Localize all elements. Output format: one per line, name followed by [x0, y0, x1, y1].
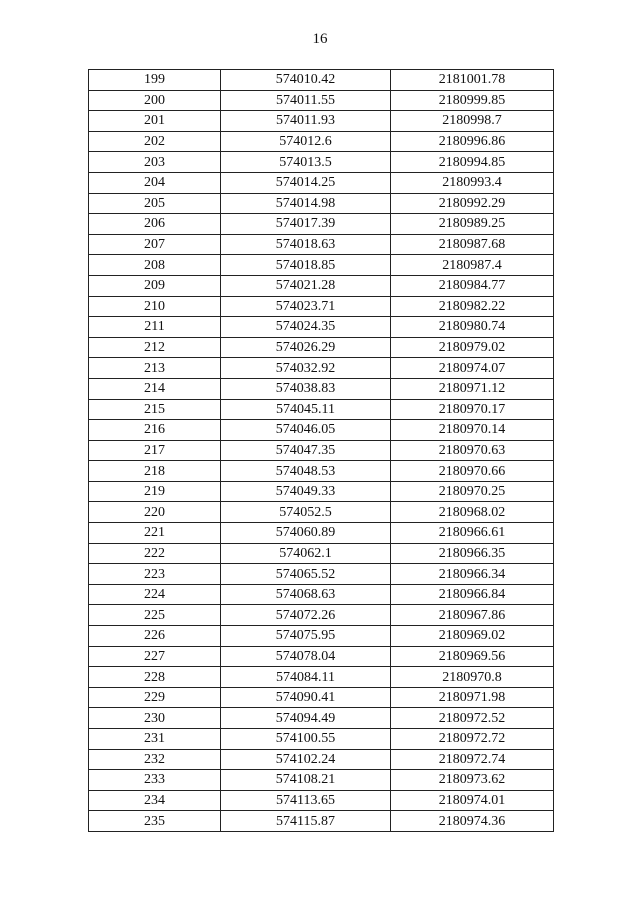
table-row	[89, 275, 554, 296]
table-row	[89, 646, 554, 667]
y-coordinate-cell: 2180968.02	[391, 502, 554, 523]
table-row	[89, 234, 554, 255]
point-number-cell: 209	[89, 275, 221, 296]
point-number-cell: 235	[89, 811, 221, 832]
table-row	[89, 152, 554, 173]
y-coordinate-cell: 2180979.02	[391, 337, 554, 358]
table-row	[89, 502, 554, 523]
point-number-cell: 223	[89, 564, 221, 585]
y-coordinate-cell: 2180996.86	[391, 131, 554, 152]
x-coordinate-cell: 574048.53	[221, 461, 391, 482]
table-row	[89, 111, 554, 132]
table-row	[89, 626, 554, 647]
x-coordinate-cell: 574113.65	[221, 790, 391, 811]
table-row	[89, 358, 554, 379]
table-row	[89, 708, 554, 729]
y-coordinate-cell: 2180971.12	[391, 378, 554, 399]
point-number-cell: 208	[89, 255, 221, 276]
x-coordinate-cell: 574062.1	[221, 543, 391, 564]
point-number-cell: 204	[89, 172, 221, 193]
y-coordinate-cell: 2180972.72	[391, 729, 554, 750]
x-coordinate-cell: 574078.04	[221, 646, 391, 667]
point-number-cell: 225	[89, 605, 221, 626]
table-row	[89, 193, 554, 214]
coordinates-table	[88, 69, 554, 832]
x-coordinate-cell: 574100.55	[221, 729, 391, 750]
table-row	[89, 523, 554, 544]
table-row	[89, 131, 554, 152]
y-coordinate-cell: 2180972.74	[391, 749, 554, 770]
point-number-cell: 214	[89, 378, 221, 399]
x-coordinate-cell: 574013.5	[221, 152, 391, 173]
y-coordinate-cell: 2180984.77	[391, 275, 554, 296]
x-coordinate-cell: 574017.39	[221, 214, 391, 235]
table-row	[89, 770, 554, 791]
point-number-cell: 199	[89, 70, 221, 91]
point-number-cell: 207	[89, 234, 221, 255]
x-coordinate-cell: 574011.93	[221, 111, 391, 132]
y-coordinate-cell: 2180967.86	[391, 605, 554, 626]
y-coordinate-cell: 2180966.61	[391, 523, 554, 544]
y-coordinate-cell: 2180987.68	[391, 234, 554, 255]
table-row	[89, 337, 554, 358]
x-coordinate-cell: 574026.29	[221, 337, 391, 358]
x-coordinate-cell: 574049.33	[221, 481, 391, 502]
table-row	[89, 214, 554, 235]
x-coordinate-cell: 574068.63	[221, 584, 391, 605]
x-coordinate-cell: 574065.52	[221, 564, 391, 585]
y-coordinate-cell: 2180970.17	[391, 399, 554, 420]
table-row	[89, 481, 554, 502]
y-coordinate-cell: 2180970.63	[391, 440, 554, 461]
x-coordinate-cell: 574060.89	[221, 523, 391, 544]
x-coordinate-cell: 574014.98	[221, 193, 391, 214]
table-row	[89, 584, 554, 605]
x-coordinate-cell: 574046.05	[221, 420, 391, 441]
point-number-cell: 212	[89, 337, 221, 358]
y-coordinate-cell: 2180966.35	[391, 543, 554, 564]
table-row	[89, 440, 554, 461]
y-coordinate-cell: 2180973.62	[391, 770, 554, 791]
y-coordinate-cell: 2180970.14	[391, 420, 554, 441]
point-number-cell: 213	[89, 358, 221, 379]
x-coordinate-cell: 574012.6	[221, 131, 391, 152]
y-coordinate-cell: 2180993.4	[391, 172, 554, 193]
x-coordinate-cell: 574084.11	[221, 667, 391, 688]
table-row	[89, 667, 554, 688]
x-coordinate-cell: 574052.5	[221, 502, 391, 523]
point-number-cell: 211	[89, 317, 221, 338]
y-coordinate-cell: 2180998.7	[391, 111, 554, 132]
x-coordinate-cell: 574018.85	[221, 255, 391, 276]
table-row	[89, 90, 554, 111]
y-coordinate-cell: 2180992.29	[391, 193, 554, 214]
y-coordinate-cell: 2180972.52	[391, 708, 554, 729]
x-coordinate-cell: 574038.83	[221, 378, 391, 399]
x-coordinate-cell: 574115.87	[221, 811, 391, 832]
y-coordinate-cell: 2180989.25	[391, 214, 554, 235]
table-row	[89, 543, 554, 564]
table-row	[89, 687, 554, 708]
y-coordinate-cell: 2180970.25	[391, 481, 554, 502]
x-coordinate-cell: 574024.35	[221, 317, 391, 338]
point-number-cell: 218	[89, 461, 221, 482]
point-number-cell: 203	[89, 152, 221, 173]
y-coordinate-cell: 2180999.85	[391, 90, 554, 111]
x-coordinate-cell: 574018.63	[221, 234, 391, 255]
point-number-cell: 227	[89, 646, 221, 667]
point-number-cell: 216	[89, 420, 221, 441]
point-number-cell: 205	[89, 193, 221, 214]
x-coordinate-cell: 574075.95	[221, 626, 391, 647]
x-coordinate-cell: 574072.26	[221, 605, 391, 626]
x-coordinate-cell: 574023.71	[221, 296, 391, 317]
x-coordinate-cell: 574032.92	[221, 358, 391, 379]
y-coordinate-cell: 2180970.66	[391, 461, 554, 482]
x-coordinate-cell: 574094.49	[221, 708, 391, 729]
point-number-cell: 229	[89, 687, 221, 708]
point-number-cell: 222	[89, 543, 221, 564]
point-number-cell: 226	[89, 626, 221, 647]
table-row	[89, 378, 554, 399]
point-number-cell: 228	[89, 667, 221, 688]
table-row	[89, 296, 554, 317]
table-row	[89, 605, 554, 626]
point-number-cell: 201	[89, 111, 221, 132]
point-number-cell: 221	[89, 523, 221, 544]
table-row	[89, 749, 554, 770]
point-number-cell: 215	[89, 399, 221, 420]
coordinates-table-body	[89, 70, 554, 832]
y-coordinate-cell: 2180970.8	[391, 667, 554, 688]
table-row	[89, 420, 554, 441]
y-coordinate-cell: 2180966.84	[391, 584, 554, 605]
y-coordinate-cell: 2180969.56	[391, 646, 554, 667]
point-number-cell: 200	[89, 90, 221, 111]
x-coordinate-cell: 574047.35	[221, 440, 391, 461]
table-row	[89, 399, 554, 420]
y-coordinate-cell: 2180987.4	[391, 255, 554, 276]
y-coordinate-cell: 2180982.22	[391, 296, 554, 317]
table-row	[89, 172, 554, 193]
x-coordinate-cell: 574010.42	[221, 70, 391, 91]
point-number-cell: 219	[89, 481, 221, 502]
table-row	[89, 461, 554, 482]
point-number-cell: 217	[89, 440, 221, 461]
point-number-cell: 224	[89, 584, 221, 605]
table-row	[89, 70, 554, 91]
point-number-cell: 206	[89, 214, 221, 235]
x-coordinate-cell: 574014.25	[221, 172, 391, 193]
table-row	[89, 811, 554, 832]
y-coordinate-cell: 2180994.85	[391, 152, 554, 173]
point-number-cell: 233	[89, 770, 221, 791]
table-row	[89, 729, 554, 750]
y-coordinate-cell: 2180966.34	[391, 564, 554, 585]
x-coordinate-cell: 574045.11	[221, 399, 391, 420]
page-number: 16	[312, 31, 328, 47]
x-coordinate-cell: 574108.21	[221, 770, 391, 791]
table-row	[89, 564, 554, 585]
y-coordinate-cell: 2180980.74	[391, 317, 554, 338]
point-number-cell: 231	[89, 729, 221, 750]
table-row	[89, 317, 554, 338]
point-number-cell: 234	[89, 790, 221, 811]
table-row	[89, 790, 554, 811]
y-coordinate-cell: 2181001.78	[391, 70, 554, 91]
point-number-cell: 210	[89, 296, 221, 317]
point-number-cell: 220	[89, 502, 221, 523]
y-coordinate-cell: 2180974.07	[391, 358, 554, 379]
y-coordinate-cell: 2180974.01	[391, 790, 554, 811]
x-coordinate-cell: 574090.41	[221, 687, 391, 708]
point-number-cell: 202	[89, 131, 221, 152]
point-number-cell: 232	[89, 749, 221, 770]
x-coordinate-cell: 574102.24	[221, 749, 391, 770]
table-row	[89, 255, 554, 276]
y-coordinate-cell: 2180969.02	[391, 626, 554, 647]
y-coordinate-cell: 2180974.36	[391, 811, 554, 832]
y-coordinate-cell: 2180971.98	[391, 687, 554, 708]
point-number-cell: 230	[89, 708, 221, 729]
x-coordinate-cell: 574011.55	[221, 90, 391, 111]
x-coordinate-cell: 574021.28	[221, 275, 391, 296]
